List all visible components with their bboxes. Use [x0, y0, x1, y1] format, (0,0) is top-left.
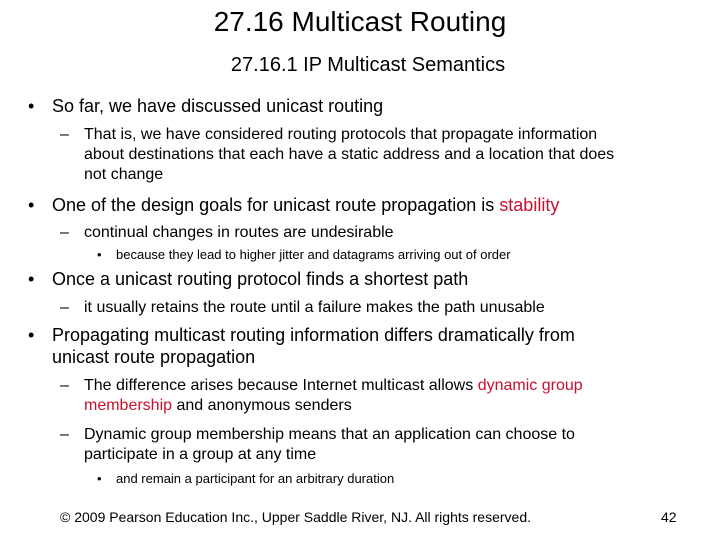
bullet-2-sub-1-sub-text: because they lead to higher jitter and datagrams arriving out of order: [116, 247, 511, 262]
bullet-4-sub-1-line-1: The difference arises because Internet multicast allows dynamic group: [84, 377, 583, 394]
dash-marker: –: [60, 426, 69, 443]
bullet-2-text: One of the design goals for unicast route propagation is stability: [52, 195, 560, 215]
bullet-4-line-1: Propagating multicast routing information differs dramatically from: [52, 325, 575, 345]
bullet-1-text: So far, we have discussed unicast routing: [52, 96, 384, 116]
bullet-marker: •: [28, 325, 35, 345]
dash-marker: –: [60, 377, 69, 394]
bullet-1-sub-1-line-2: about destinations that each have a static address and a location that does: [84, 146, 615, 163]
bullet-3-sub-1-text: it usually retains the route until a failure makes the path unusable: [84, 299, 545, 316]
dash-marker: –: [60, 299, 69, 316]
bullet-marker: •: [97, 247, 102, 262]
slide-title: 27.16 Multicast Routing: [213, 6, 507, 37]
bullet-marker: •: [28, 195, 35, 215]
bullet-4-sub-2-line-2: participate in a group at any time: [84, 446, 317, 463]
bullet-marker: •: [28, 96, 35, 116]
highlight-stability: stability: [499, 195, 560, 215]
bullet-marker: •: [28, 269, 35, 289]
highlight-dynamic-group: dynamic group: [477, 377, 583, 394]
dash-marker: –: [60, 224, 69, 241]
bullet-marker: •: [97, 471, 102, 486]
bullet-4-sub-2-line-1: Dynamic group membership means that an application can choose to: [84, 426, 575, 443]
bullet-4-line-2: unicast route propagation: [52, 347, 256, 367]
highlight-membership: membership: [84, 397, 173, 414]
dash-marker: –: [60, 126, 69, 143]
bullet-4-sub-1-line-2: membership and anonymous senders: [84, 397, 352, 414]
copyright-footer: © 2009 Pearson Education Inc., Upper Saddle River, NJ. All rights reserved.: [60, 509, 532, 525]
bullet-3-text: Once a unicast routing protocol finds a shortest path: [52, 269, 469, 289]
bullet-1-sub-1-line-3: not change: [84, 166, 164, 183]
bullet-1-sub-1-line-1: That is, we have considered routing protocols that propagate information: [84, 126, 598, 143]
page-number: 42: [661, 509, 677, 525]
slide-subtitle: 27.16.1 IP Multicast Semantics: [230, 54, 506, 76]
bullet-4-sub-2-sub-text: and remain a participant for an arbitrary duration: [116, 471, 395, 486]
bullet-2-sub-1-text: continual changes in routes are undesirable: [84, 224, 394, 241]
